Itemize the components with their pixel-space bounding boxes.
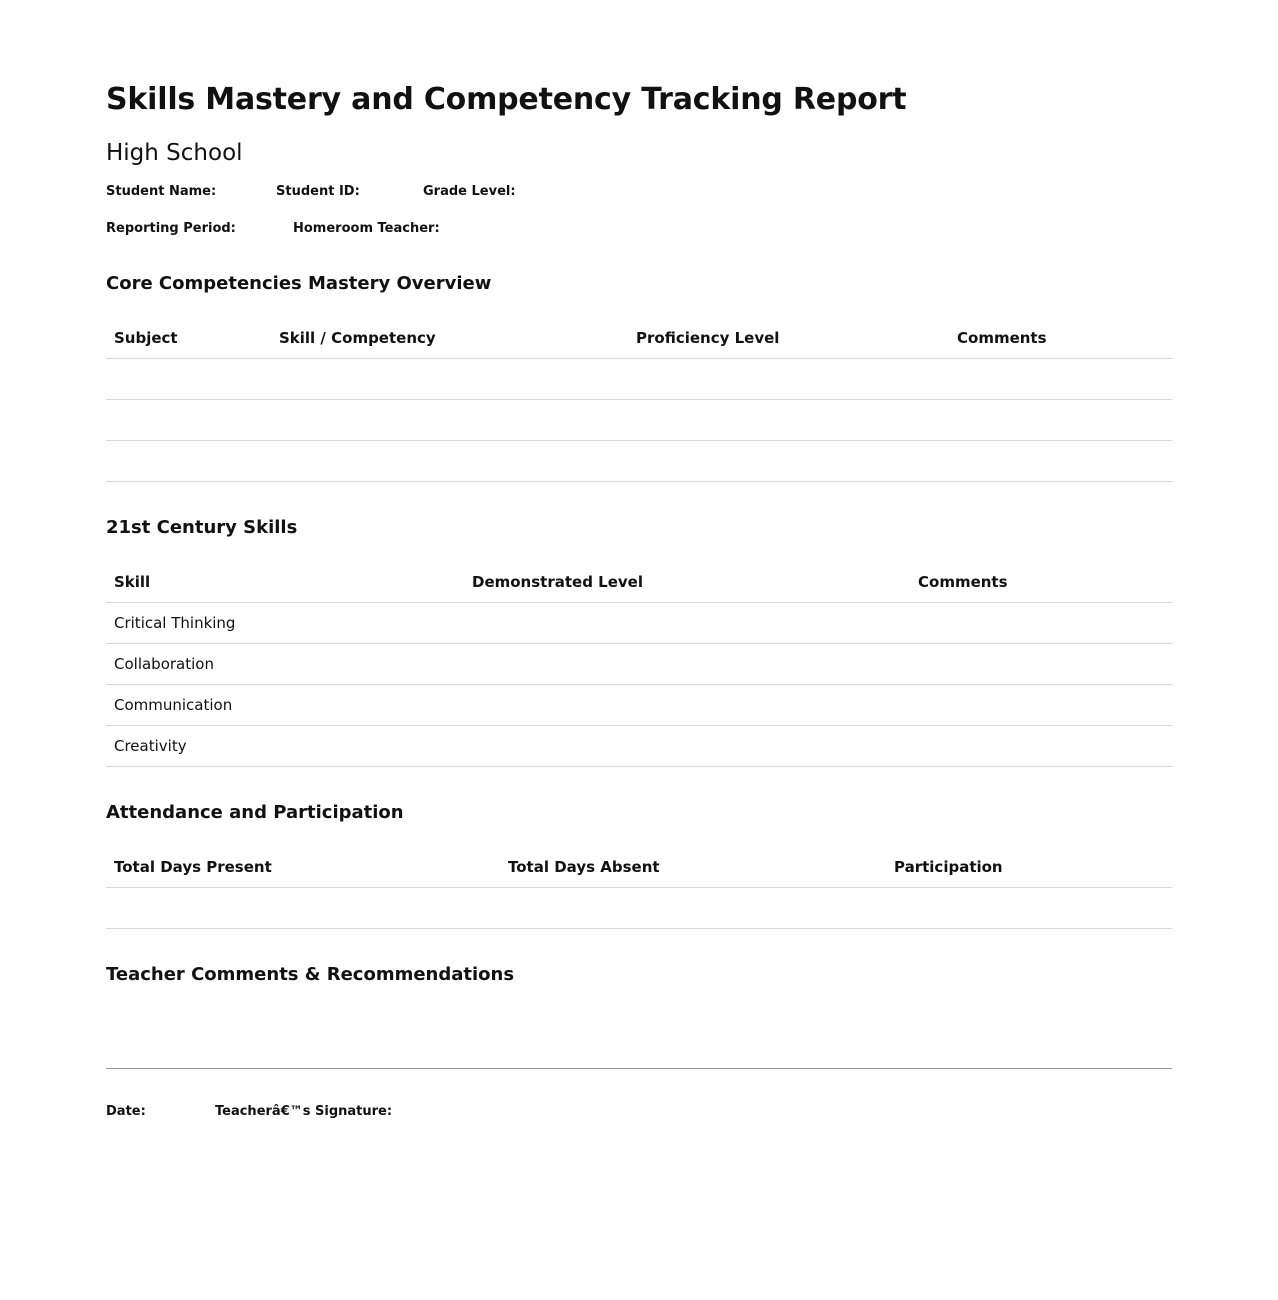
century-skills-heading: 21st Century Skills xyxy=(106,517,298,538)
attendance-heading: Attendance and Participation xyxy=(106,802,404,823)
column-header-total-days-present: Total Days Present xyxy=(106,847,500,888)
table-cell[interactable] xyxy=(500,888,886,929)
table-cell[interactable] xyxy=(910,685,1172,726)
report-title: Skills Mastery and Competency Tracking Report xyxy=(106,82,907,117)
table-row xyxy=(106,603,1172,644)
table-cell[interactable] xyxy=(271,359,628,400)
table-cell[interactable] xyxy=(106,888,500,929)
table-header-row xyxy=(106,562,1172,603)
column-header-skill: Skill xyxy=(106,562,464,603)
teacher-comments-heading: Teacher Comments & Recommendations xyxy=(106,964,515,985)
table-cell[interactable] xyxy=(464,726,910,767)
table-cell[interactable] xyxy=(464,603,910,644)
column-header-demonstrated-level: Demonstrated Level xyxy=(464,562,910,603)
table-header-row xyxy=(106,318,1172,359)
column-header-comments: Comments xyxy=(910,562,1172,603)
column-header-subject: Subject xyxy=(106,318,271,359)
school-level: High School xyxy=(106,140,243,166)
table-cell[interactable] xyxy=(910,726,1172,767)
skill-name: Collaboration xyxy=(106,644,464,685)
reporting-period-label: Reporting Period: xyxy=(106,221,236,236)
table-row xyxy=(106,359,1172,400)
table-cell[interactable] xyxy=(628,359,949,400)
date-label: Date: xyxy=(106,1104,146,1119)
table-header-row xyxy=(106,847,1172,888)
student-id-label: Student ID: xyxy=(276,184,360,199)
student-info-row-2 xyxy=(106,220,1172,238)
table-cell[interactable] xyxy=(464,644,910,685)
table-cell[interactable] xyxy=(949,441,1172,482)
table-cell[interactable] xyxy=(949,359,1172,400)
skill-name: Communication xyxy=(106,685,464,726)
table-cell[interactable] xyxy=(886,888,1172,929)
core-competencies-table xyxy=(106,318,1172,482)
student-name-label: Student Name: xyxy=(106,184,217,199)
table-cell[interactable] xyxy=(106,441,271,482)
table-row xyxy=(106,888,1172,929)
table-cell[interactable] xyxy=(628,400,949,441)
skill-name: Creativity xyxy=(106,726,464,767)
teacher-comments-area[interactable] xyxy=(106,997,1172,1069)
table-cell[interactable] xyxy=(106,400,271,441)
table-row xyxy=(106,644,1172,685)
table-cell[interactable] xyxy=(464,685,910,726)
report-content xyxy=(106,80,1172,1121)
grade-level-label: Grade Level: xyxy=(423,184,516,199)
table-cell[interactable] xyxy=(628,441,949,482)
table-row xyxy=(106,441,1172,482)
table-row xyxy=(106,726,1172,767)
skill-name: Critical Thinking xyxy=(106,603,464,644)
column-header-proficiency-level: Proficiency Level xyxy=(628,318,949,359)
table-cell[interactable] xyxy=(271,441,628,482)
table-cell[interactable] xyxy=(271,400,628,441)
column-header-comments: Comments xyxy=(949,318,1172,359)
table-cell[interactable] xyxy=(910,644,1172,685)
signature-row xyxy=(106,1103,1172,1121)
table-row xyxy=(106,685,1172,726)
table-row xyxy=(106,400,1172,441)
table-cell[interactable] xyxy=(910,603,1172,644)
column-header-participation: Participation xyxy=(886,847,1172,888)
homeroom-teacher-label: Homeroom Teacher: xyxy=(293,221,440,236)
table-cell[interactable] xyxy=(106,359,271,400)
table-cell[interactable] xyxy=(949,400,1172,441)
column-header-skill-competency: Skill / Competency xyxy=(271,318,628,359)
column-header-total-days-absent: Total Days Absent xyxy=(500,847,886,888)
core-competencies-heading: Core Competencies Mastery Overview xyxy=(106,273,492,294)
attendance-table xyxy=(106,847,1172,929)
century-skills-table xyxy=(106,562,1172,767)
student-info-row-1 xyxy=(106,183,1172,201)
teacher-signature-label: Teacherâ€™s Signature: xyxy=(215,1104,393,1119)
